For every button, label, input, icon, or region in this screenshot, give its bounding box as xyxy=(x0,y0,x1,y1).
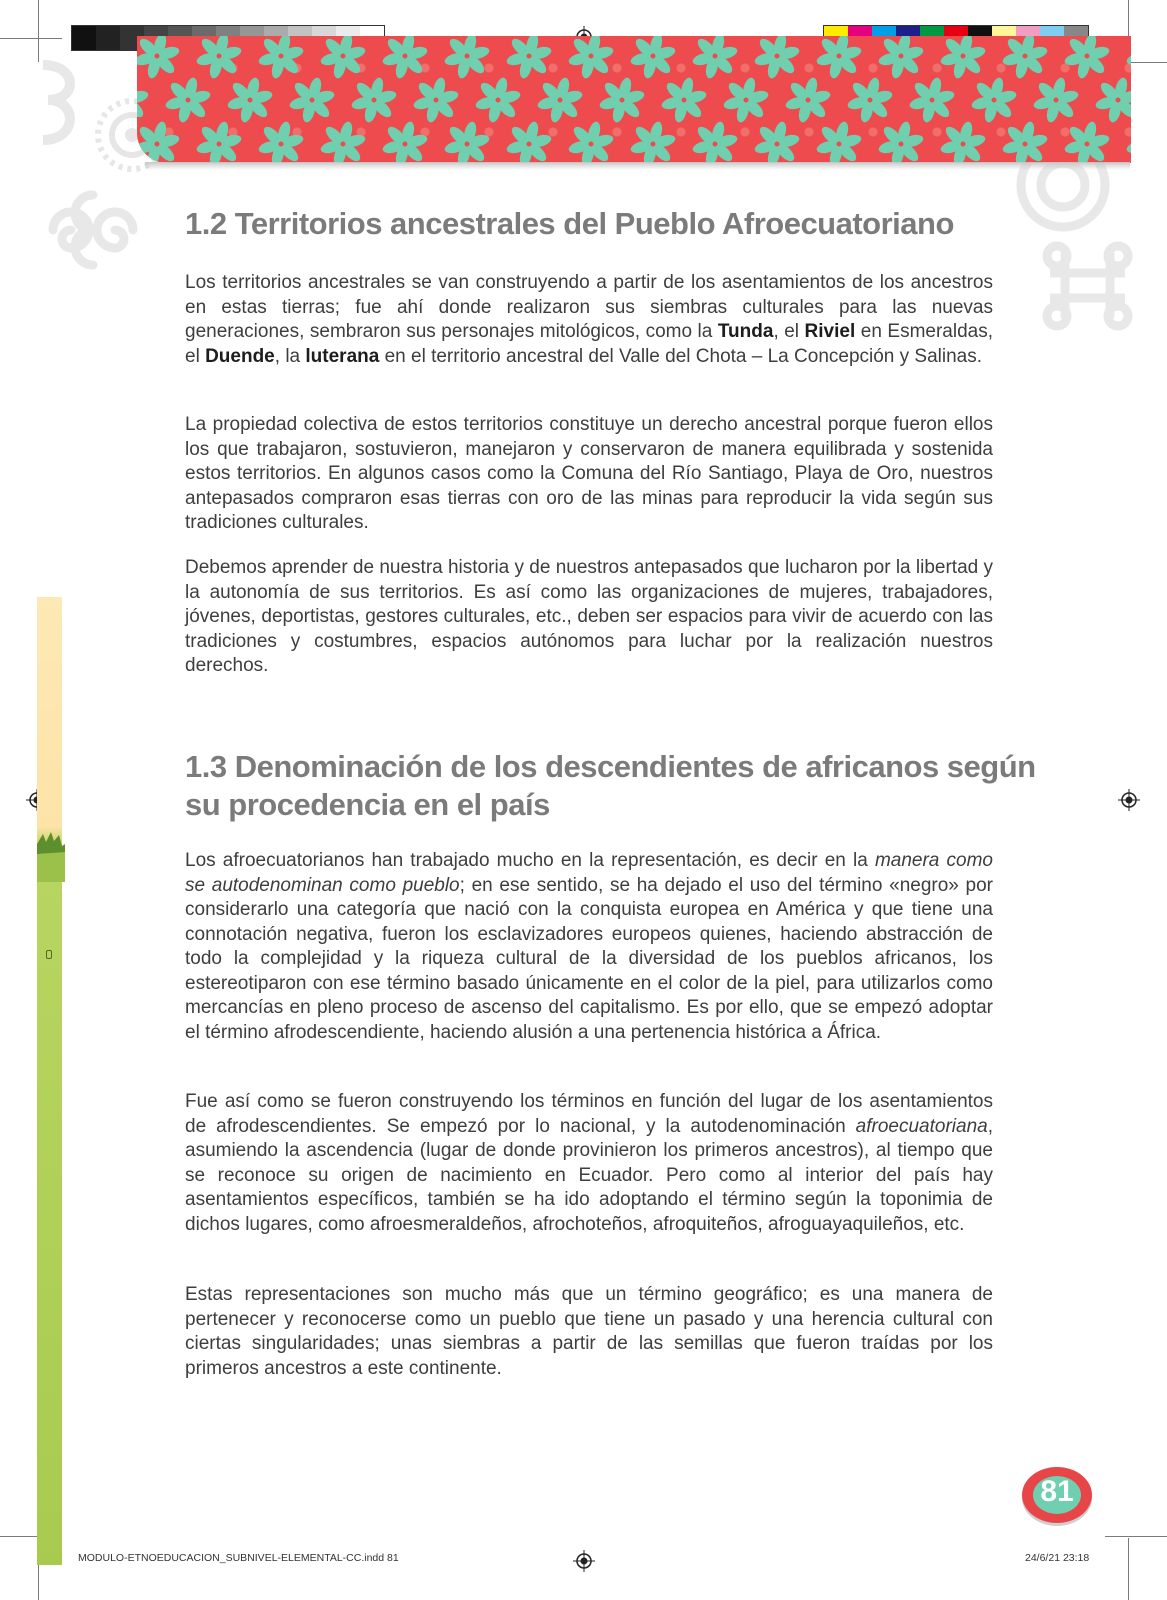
flower-motif xyxy=(474,76,521,123)
flower-motif xyxy=(939,120,986,163)
crop-mark xyxy=(1105,1536,1167,1537)
paragraph: Debemos aprender de nuestra historia y de nuestros antepasados que lucharon por la libertad y la autonomía de sus territorios. Es así como las organizaciones de mujeres, trabajadores, jóvenes, deportistas, gestores culturales, etc., deben ser espacios para vivir de acuerdo con las tradiciones y costumbres, espacios autónomos para luchar por la realización nuestros derechos. xyxy=(185,557,994,676)
text-span: en Esmeraldas, el xyxy=(185,321,993,367)
paragraph xyxy=(185,1090,993,1237)
page-number: 81 xyxy=(1040,1475,1074,1508)
flower-motif xyxy=(1001,120,1048,163)
flower-motif xyxy=(908,76,955,123)
flower-motif xyxy=(443,120,490,163)
grass-illustration-icon xyxy=(37,832,65,882)
flower-motif xyxy=(1001,36,1048,80)
flower-motif xyxy=(1032,76,1079,123)
crop-mark xyxy=(1128,1538,1129,1600)
flower-motif xyxy=(288,76,335,123)
flower-motif xyxy=(257,120,304,163)
flower-motif xyxy=(195,120,242,163)
header-pattern-banner xyxy=(137,36,1131,163)
decorative-knot-icon xyxy=(1040,238,1135,333)
text-span: en el territorio ancestral del Valle del Chota – La Concepción y Salinas. xyxy=(379,345,983,367)
flower-motif xyxy=(815,36,862,80)
flower-motif xyxy=(753,120,800,163)
flower-motif xyxy=(784,76,831,123)
text-span: , la xyxy=(274,345,306,367)
bold-term: Riviel xyxy=(804,321,856,342)
footer-file-slug: MODULO-ETNOEDUCACION_SUBNIVEL-ELEMENTAL-CC.indd 81 xyxy=(78,1552,399,1564)
sidebar-dot xyxy=(46,950,52,959)
flower-motif xyxy=(691,36,738,80)
flower-motif xyxy=(164,76,211,123)
text-span: , el xyxy=(773,321,805,342)
flower-motif xyxy=(629,36,676,80)
bold-term: Tunda xyxy=(717,321,774,342)
flower-motif xyxy=(598,76,645,123)
flower-motif xyxy=(1063,36,1110,80)
flower-motif xyxy=(1125,36,1131,80)
flower-motif xyxy=(846,76,893,123)
flower-motif xyxy=(970,76,1017,123)
flower-motif xyxy=(722,76,769,123)
paragraph: La propiedad colectiva de estos territorios constituye un derecho ancestral porque fueron ellos los que trabajaron, sostuvieron, manejaron y conservaron de manera equilibrada y sostenida estos territorios. En algunos casos como la Comuna del Río Santiago, Playa de Oro, nuestros antepasados compraron esas tierras con oro de las minas para reproducir la vida según sus tradiciones culturales. xyxy=(185,414,993,533)
flower-motif xyxy=(691,120,738,163)
flower-motif xyxy=(257,36,304,80)
flower-motif xyxy=(1125,120,1131,163)
banner-shadow xyxy=(145,162,1130,170)
flower-motif xyxy=(226,76,273,123)
text-span: Los afroecuatorianos han trabajado mucho en la representación, es decir en la xyxy=(185,850,875,871)
heading-line: 1.3 Denominación de los descendientes de africanos según xyxy=(185,749,1036,784)
flower-motif xyxy=(137,36,181,80)
flower-motif xyxy=(629,120,676,163)
flower-motif xyxy=(137,76,150,123)
flower-motif xyxy=(567,120,614,163)
heading-line: su procedencia en el país xyxy=(185,787,550,822)
flower-motif xyxy=(660,76,707,123)
flower-motif xyxy=(443,36,490,80)
paragraph xyxy=(185,271,993,369)
left-sidebar-strip xyxy=(37,597,62,1565)
flower-motif xyxy=(939,36,986,80)
crop-mark xyxy=(38,0,39,62)
footer-date-slug: 24/6/21 23:18 xyxy=(1025,1552,1090,1564)
decorative-curl-icon xyxy=(38,55,88,145)
text-span: Fue así como se fueron construyendo los términos en función del lugar de los asentamientos de afrodescendientes. Se empezó por lo nacional, y la autodenominación xyxy=(185,1091,993,1137)
flower-motif xyxy=(877,36,924,80)
registration-mark-icon xyxy=(1118,789,1140,811)
flower-motif xyxy=(505,36,552,80)
decorative-scroll-icon xyxy=(38,180,148,280)
italic-phrase: manera como se autodenominan como pueblo xyxy=(185,850,993,896)
flower-motif xyxy=(412,76,459,123)
flower-motif xyxy=(877,120,924,163)
bold-term: Duende xyxy=(205,345,275,367)
flower-motif xyxy=(1063,120,1110,163)
italic-phrase: afroecuatoriana xyxy=(855,1115,988,1137)
flower-motif xyxy=(505,120,552,163)
flower-motif xyxy=(195,36,242,80)
paragraph xyxy=(185,849,993,1045)
flower-motif xyxy=(381,36,428,80)
text-span: Los territorios ancestrales se van construyendo a partir de los asentamientos de los ancestros en estas tierras; fue ahí donde realizaron sus siembras culturales para las nuevas generaciones, sembraron sus personajes mitológicos, como la xyxy=(185,272,993,342)
flower-motif xyxy=(567,36,614,80)
text-span: ; en ese sentido, se ha dejado el uso del término «negro» por considerarlo una categoría que nació con la conquista europea en América y que tiene una connotación negativa, fueron los esclavizadores europeos quienes, haciendo abstracción de todo la complejidad y la riqueza cultural de la diversidad de los pueblos africanos, los estereotiparon con ese término basado únicamente en el color de la piel, para utilizarlos como mercancías en pleno proceso de ascenso del capitalismo. Es por ello, que se empezó adoptar el término afrodescendiente, haciendo alusión a una pertenencia histórica a África. xyxy=(185,874,993,1043)
flower-motif xyxy=(1094,76,1131,123)
bold-term: luterana xyxy=(305,345,380,367)
registration-mark-icon xyxy=(573,1550,595,1572)
flower-motif xyxy=(753,36,800,80)
flower-motif xyxy=(381,120,428,163)
flower-motif xyxy=(536,76,583,123)
flower-motif xyxy=(319,36,366,80)
flower-motif xyxy=(815,120,862,163)
paragraph: Estas representaciones son mucho más que un término geográfico; es una manera de pertenecer y reconocerse como un pueblo que tiene un pasado y una herencia cultural con ciertas singularidades; unas siembras a partir de las semillas que fueron traídas por los primeros ancestros a este continente. xyxy=(185,1284,993,1379)
flower-motif xyxy=(350,76,397,123)
page-number-badge xyxy=(1020,1463,1094,1527)
flower-motif xyxy=(137,120,181,163)
section-heading-1-3 xyxy=(185,748,1036,824)
crop-mark xyxy=(0,38,62,39)
section-heading-1-2: 1.2 Territorios ancestrales del Pueblo Afroecuatoriano xyxy=(185,206,954,241)
text-span: , asumiendo la ascendencia (lugar de donde provinieron los primeros ancestros), al tiempo que se reconoce su origen de nacimiento en Ecuador. Pero como al interior del país hay asentamientos específicos, también se ha ido adoptando el término según la toponimia de dichos lugares, como afroesmeraldeños, afrochoteños, afroquiteños, afroguayaquileños, etc. xyxy=(185,1115,993,1235)
flower-motif xyxy=(319,120,366,163)
